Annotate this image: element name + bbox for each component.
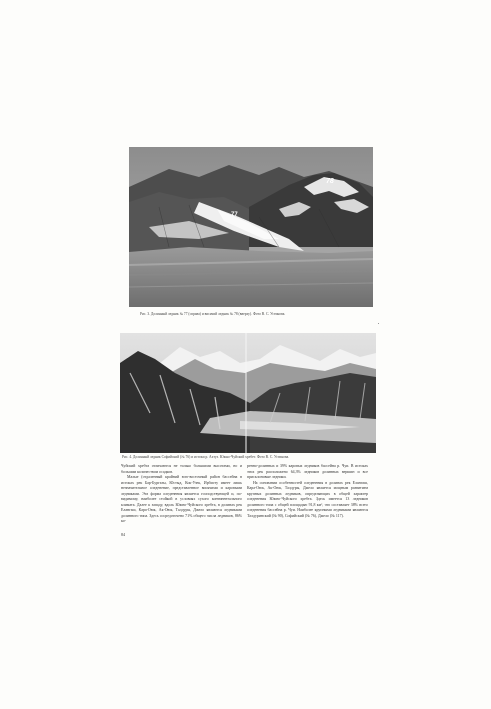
paragraph: ренно-долинных и 39% каровых ледников бассейна р. Чуи. В истоках этих рек расположено 64,3% ледников долинных вершин и все присклоновые ледники.: [247, 464, 368, 479]
figure-3-image: [129, 147, 373, 307]
figure-4-image: [120, 333, 376, 453]
figure-4-caption: Рис. 4. Долинный ледник Софийский (№ 76) и истоки р. Ахтуз. Южно-Чуйский хребет. Фото В. С. Устинова.: [122, 455, 290, 459]
paragraph: Чуйский хребта отличаются не только большими высотами, но и большим количеством осадков.: [121, 464, 242, 474]
figure-4-photo: [120, 333, 376, 453]
glacier-label-77: 77: [231, 212, 238, 218]
figure-3-caption: Рис. 3. Долинный ледник № 77 (справа) и висячий ледник № 78 (вверху). Фото В. С. Устинова.: [140, 312, 286, 316]
glacier-label-78: 78: [326, 178, 334, 185]
text-column-left: [121, 464, 242, 525]
paragraph: На основании особенностей оледенения в долинах рек Елангаш, Кара-Оюк, Ак-Оюк, Талдуры, Джело является мощным развитием крупных долинных ледников, определяющих в общей характер оледенения Южно-Чуйского хребта. Здесь имеется 13 ледников долинного типа с общей площадью 91,8 км², что составляет 38% всего оледенения бассейна р. Чуи. Наиболее крупными ледниками являются Талдуринский (№ 90), Софийский (№ 76), Джело (№ 117).: [247, 480, 368, 518]
page-speck: [378, 323, 379, 324]
figure-3-photo: [129, 147, 373, 307]
paragraph: Малые (отдаленный крайний юго-восточный район бассейна в истоках рек Бар-Бургазы, Юстыд, Кок-Узек, Ирбисту имеет лишь незначительное оледенение, представленное висячими и каровыми ледниками. Эта форма оледенения является господствующей и, по-видимому, наиболее стойкой в условиях сухого континентального климата. Далее к западу, вдоль Южно-Чуйского хребта, в долинах рек Елангаш, Кара-Оюк, Ак-Оюк, Талдуры, Джело являются ледниками долинного типа. Здесь сосредоточено 71% общего числа ледников, 86% ко-: [121, 475, 242, 523]
page-number: 84: [121, 532, 125, 537]
text-column-right: [247, 464, 368, 519]
